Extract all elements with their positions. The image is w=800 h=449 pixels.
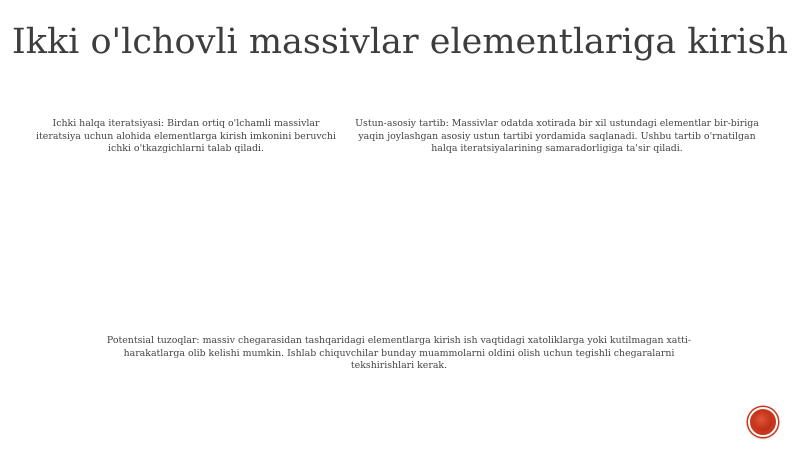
next-slide-button[interactable] bbox=[748, 407, 778, 437]
slide-title: Ikki o'lchovli massivlar elementlariga kirish bbox=[11, 22, 789, 62]
paragraph-pitfalls: Potentsial tuzoqlar: massiv chegarasidan tashqaridagi elementlarga kirish ish vaqtidagi xatoliklarga yoki kutilmagan xatti-harakatlarga olib kelishi mumkin. Ishlab chiquvchilar bunday muammolarni oldini olish uchun tegishli chegaralarni tekshirishlari kerak. bbox=[106, 335, 692, 371]
next-slide-icon bbox=[754, 413, 772, 431]
paragraph-inner-loop: Ichki halqa iteratsiyasi: Birdan ortiq o'lchamli massivlar iteratsiya uchun alohida elementlarga kirish imkonini beruvchi ichki o'tkazgichlarni talab qiladi. bbox=[36, 118, 336, 154]
paragraph-column-major: Ustun-asosiy tartib: Massivlar odatda xotirada bir xil ustundagi elementlar bir-biriga yaqin joylashgan asosiy ustun tartibi yordamida saqlanadi. Ushbu tartib o'rnatilgan halqa iteratsiyalarining samaradorligiga ta'sir qiladi. bbox=[355, 118, 759, 154]
